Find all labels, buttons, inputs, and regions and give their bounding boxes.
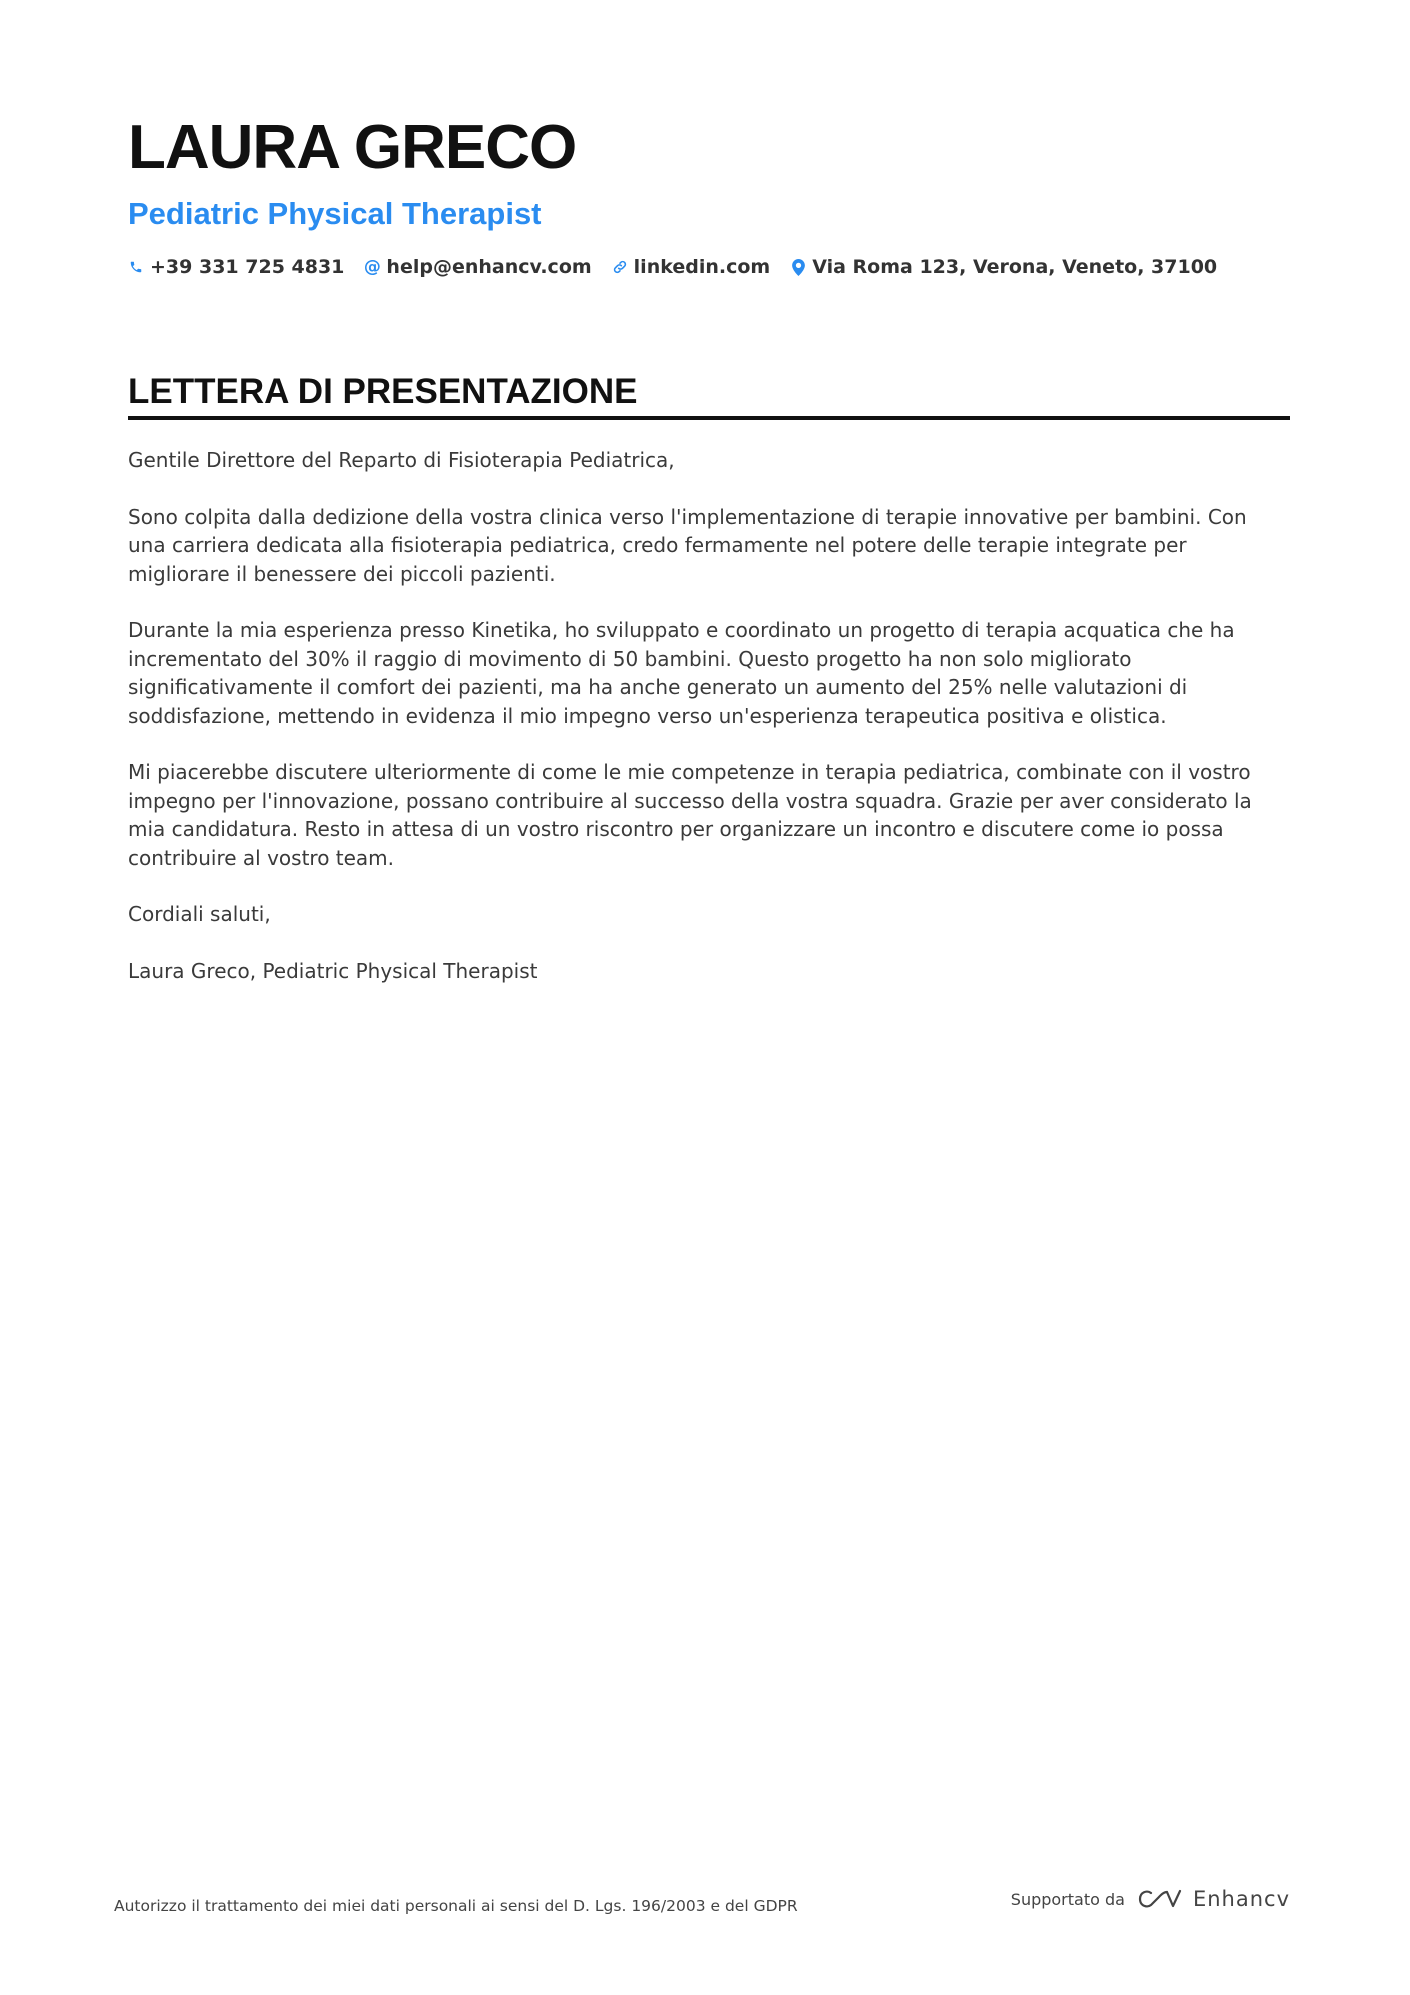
- contact-address-text: Via Roma 123, Verona, Veneto, 37100: [812, 256, 1218, 278]
- contact-phone-text: +39 331 725 4831: [150, 256, 345, 278]
- candidate-name: LAURA GRECO: [128, 113, 577, 182]
- brand-name: Enhancv: [1192, 1887, 1290, 1911]
- phone-icon: [128, 258, 144, 276]
- section-title: LETTERA DI PRESENTAZIONE: [128, 370, 1290, 420]
- at-icon: @: [363, 257, 381, 277]
- contact-linkedin[interactable]: [612, 256, 771, 278]
- letter-body: [128, 446, 1290, 985]
- footer-consent: Autorizzo il trattamento dei miei dati personali ai sensi del D. Lgs. 196/2003 e del GDPR: [114, 1897, 798, 1915]
- footer-branding[interactable]: [1011, 1887, 1290, 1911]
- letter-paragraph: Sono colpita dalla dedizione della vostra clinica verso l'implementazione di terapie innovative per bambini. Con una carriera dedicata alla fisioterapia pediatrica, credo fermamente nel potere delle terapie integrate per migliorare il benessere dei piccoli pazienti.: [128, 504, 1247, 586]
- contact-phone[interactable]: [128, 256, 344, 278]
- letter-greeting: Gentile Direttore del Reparto di Fisioterapia Pediatrica,: [128, 448, 675, 472]
- contact-email-text: help@enhancv.com: [386, 256, 592, 278]
- powered-by-label: Supportato da: [1010, 1889, 1125, 1909]
- enhancv-logo-icon: [1137, 1887, 1183, 1911]
- contact-email[interactable]: [364, 256, 591, 278]
- contact-bar: [128, 256, 1290, 278]
- letter-signature: Laura Greco, Pediatric Physical Therapist: [128, 958, 538, 983]
- contact-linkedin-text: linkedin.com: [633, 256, 771, 278]
- location-pin-icon: [790, 258, 806, 276]
- link-icon: [612, 258, 628, 276]
- letter-paragraph: Durante la mia esperienza presso Kinetika, ho sviluppato e coordinato un progetto di terapia acquatica che ha incrementato del 30% il raggio di movimento di 50 bambini. Questo progetto ha non solo migliorato significativamente il comfort dei pazienti, ma ha anche generato un aumento del 25% nelle valutazioni di soddisfazione, mettendo in evidenza il mio impegno verso un'esperienza terapeutica positiva e olistica.: [128, 618, 1235, 728]
- letter-paragraph: Mi piacerebbe discutere ulteriormente di come le mie competenze in terapia pediatrica, combinate con il vostro impegno per l'innovazione, possano contribuire al successo della vostra squadra. Grazie per aver considerato la mia candidatura. Resto in attesa di un vostro riscontro per organizzare un incontro e discutere come io possa contribuire al vostro team.: [128, 760, 1252, 870]
- cover-letter-page: [128, 108, 1290, 1013]
- contact-address: [790, 256, 1217, 278]
- letter-closing: Cordiali saluti,: [128, 902, 271, 926]
- candidate-role: Pediatric Physical Therapist: [128, 196, 542, 231]
